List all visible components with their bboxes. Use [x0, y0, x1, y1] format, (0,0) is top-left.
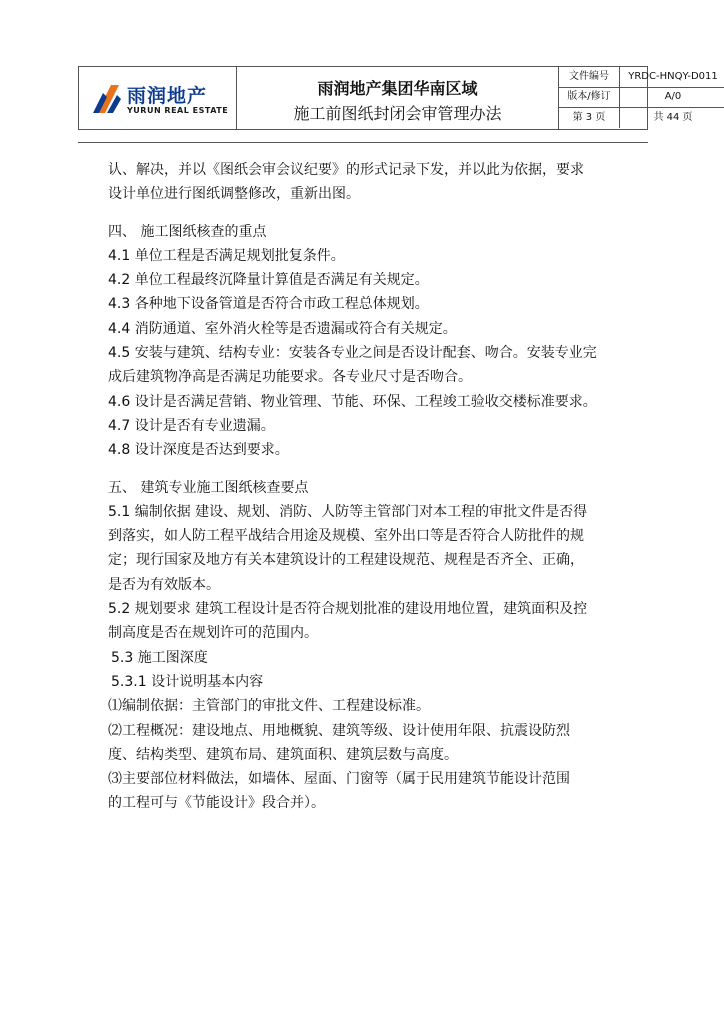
version-label: 版本/修订 — [559, 87, 620, 107]
meta-version-row — [559, 87, 724, 108]
list-item: 4.3 各种地下设备管道是否符合市政工程总体规划。 — [108, 296, 429, 313]
logo-chinese-name: 雨润地产 — [127, 85, 208, 107]
list-item: 到落实，如人防工程平战结合用途及规模、室外出口等是否符合人防批件的规 — [108, 528, 584, 545]
document-header — [78, 66, 718, 130]
header-divider — [78, 142, 648, 143]
page-total: 共 44 页 — [653, 112, 693, 123]
meta-doc-no-row — [559, 67, 724, 88]
doc-no-value: YRDC-HNQY-D011 — [628, 71, 718, 82]
paragraph: 设计单位进行图纸调整修改，重新出图。 — [108, 186, 360, 203]
list-item: 4.8 设计深度是否达到要求。 — [108, 442, 289, 459]
list-item: 的工程可与《节能设计》段合并）。 — [108, 795, 325, 812]
list-item: 是否为有效版本。 — [108, 576, 220, 593]
company-title: 雨润地产集团华南区域 — [317, 79, 478, 98]
list-item: 4.6 设计是否满足营销、物业管理、节能、环保、工程竣工验收交楼标准要求。 — [108, 393, 597, 410]
list-item: 4.2 单位工程最终沉降量计算值是否满足有关规定。 — [108, 272, 429, 289]
header-title — [237, 67, 559, 129]
list-item: ⑶主要部位材料做法，如墙体、屋面、门窗等（属于民用建筑节能设计范围 — [108, 771, 570, 788]
paragraph: 认、解决，并以《图纸会审会议纪要》的形式记录下发，并以此为依据，要求 — [108, 162, 584, 178]
list-item: 5.2 规划要求 建筑工程设计是否符合规划批准的建设用地位置，建筑面积及控 — [108, 601, 588, 618]
list-item: 成后建筑物净高是否满足功能要求。各专业尺寸是否吻合。 — [108, 369, 472, 386]
section-heading: 四、 施工图纸核查的重点 — [108, 223, 267, 240]
document-body — [108, 158, 618, 816]
subsection-heading: 5.3.1 设计说明基本内容 — [111, 673, 264, 690]
list-item: 4.7 设计是否有专业遗漏。 — [108, 417, 275, 434]
logo-english-name: YURUN REAL ESTATE — [127, 106, 229, 115]
header-meta — [559, 67, 724, 129]
version-value: A/0 — [664, 91, 682, 102]
list-item: 制高度是否在规划许可的范围内。 — [108, 625, 318, 642]
list-item: ⑵工程概况：建设地点、用地概貌、建筑等级、设计使用年限、抗震设防烈 — [108, 722, 570, 739]
list-item: 4.5 安装与建筑、结构专业：安装各专业之间是否设计配套、吻合。安装专业完 — [108, 345, 597, 362]
list-item: 4.1 单位工程是否满足规划批复条件。 — [108, 247, 345, 264]
doc-no-label: 文件编号 — [559, 67, 620, 87]
list-item: 定；现行国家及地方有关本建筑设计的工程建设规范、规程是否齐全、正确， — [108, 552, 584, 569]
yurun-logo-icon — [93, 81, 123, 115]
subsection-heading: 5.3 施工图深度 — [111, 649, 208, 666]
document-title: 施工前图纸封闭会审管理办法 — [293, 104, 502, 123]
logo — [79, 67, 237, 129]
meta-page-row — [559, 108, 724, 128]
section-heading: 五、 建筑专业施工图纸核查要点 — [108, 479, 309, 496]
list-item: 度、结构类型、建筑布局、建筑面积、建筑层数与高度。 — [108, 746, 458, 763]
list-item: 5.1 编制依据 建设、规划、消防、人防等主管部门对本工程的审批文件是否得 — [108, 503, 588, 520]
page-number: 第 3 页 — [559, 108, 620, 128]
list-item: 4.4 消防通道、室外消火栓等是否遗漏或符合有关规定。 — [108, 320, 457, 337]
list-item: ⑴编制依据：主管部门的审批文件、工程建设标准。 — [108, 698, 430, 715]
